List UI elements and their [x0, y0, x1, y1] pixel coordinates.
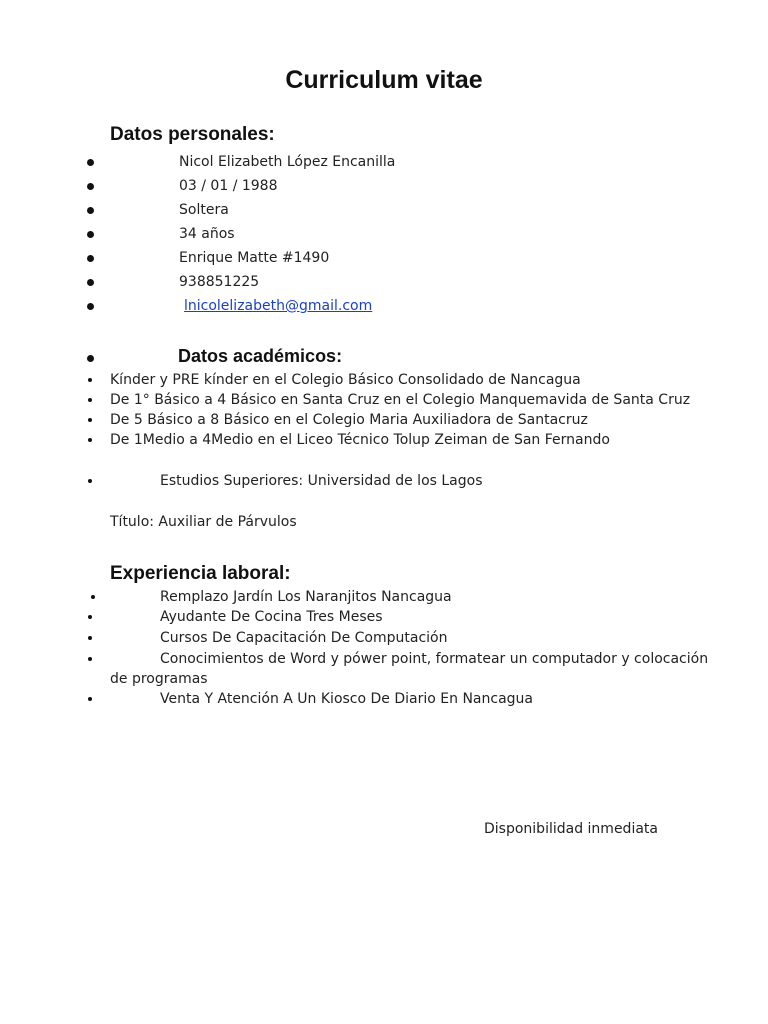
bullet-icon [88, 378, 92, 382]
bullet-icon [87, 231, 94, 238]
bullet-icon [87, 255, 94, 262]
academic-item: De 1Medio a 4Medio en el Liceo Técnico Tolup Zeiman de San Fernando [110, 432, 610, 448]
bullet-icon [87, 279, 94, 286]
personal-address: Enrique Matte #1490 [179, 250, 330, 266]
bullet-icon [87, 303, 94, 310]
bullet-icon [88, 697, 92, 701]
experience-item: Venta Y Atención A Un Kiosco De Diario En Nancagua [160, 691, 533, 707]
academic-data-heading: Datos académicos: [178, 346, 343, 366]
experience-item: Conocimientos de Word y pówer point, formatear un computador y colocación de programas [110, 651, 709, 687]
list-item [0, 649, 768, 689]
list-item [0, 294, 768, 318]
academic-item: De 5 Básico a 8 Básico en el Colegio Maria Auxiliadora de Santacruz [110, 412, 588, 428]
bullet-icon [88, 438, 92, 442]
list-item [0, 150, 768, 174]
personal-age: 34 años [179, 226, 235, 242]
academic-heading-row [0, 345, 768, 371]
experience-item: Remplazo Jardín Los Naranjitos Nancagua [160, 589, 452, 605]
availability-note: Disponibilidad inmediata [484, 821, 658, 837]
list-item [0, 198, 768, 222]
personal-phone: 938851225 [179, 274, 260, 290]
personal-birthdate: 03 / 01 / 1988 [179, 178, 278, 194]
personal-data-heading: Datos personales: [110, 124, 275, 145]
degree-title: Título: Auxiliar de Párvulos [110, 514, 297, 530]
bullet-icon [87, 207, 94, 214]
bullet-icon [91, 595, 95, 599]
list-item [0, 246, 768, 270]
bullet-icon [88, 615, 92, 619]
bullet-icon [87, 183, 94, 190]
personal-name: Nicol Elizabeth López Encanilla [179, 154, 396, 170]
document-title: Curriculum vitae [285, 66, 483, 94]
email-link[interactable]: lnicolelizabeth@gmail.com [184, 298, 373, 314]
bullet-icon [87, 355, 94, 362]
list-item [0, 270, 768, 294]
list-item [0, 174, 768, 198]
experience-item: Ayudante De Cocina Tres Meses [160, 609, 383, 625]
bullet-icon [88, 398, 92, 402]
bullet-icon [88, 418, 92, 422]
bullet-icon [88, 479, 92, 483]
academic-item: De 1° Básico a 4 Básico en Santa Cruz en el Colegio Manquemavida de Santa Cruz [110, 392, 691, 408]
work-experience-heading: Experiencia laboral: [110, 563, 291, 584]
list-item [0, 222, 768, 246]
bullet-icon [88, 657, 92, 661]
personal-marital-status: Soltera [179, 202, 229, 218]
bullet-icon [87, 159, 94, 166]
higher-education: Estudios Superiores: Universidad de los Lagos [160, 473, 483, 489]
bullet-icon [88, 636, 92, 640]
experience-item: Cursos De Capacitación De Computación [160, 630, 448, 646]
academic-item: Kínder y PRE kínder en el Colegio Básico Consolidado de Nancagua [110, 372, 581, 388]
